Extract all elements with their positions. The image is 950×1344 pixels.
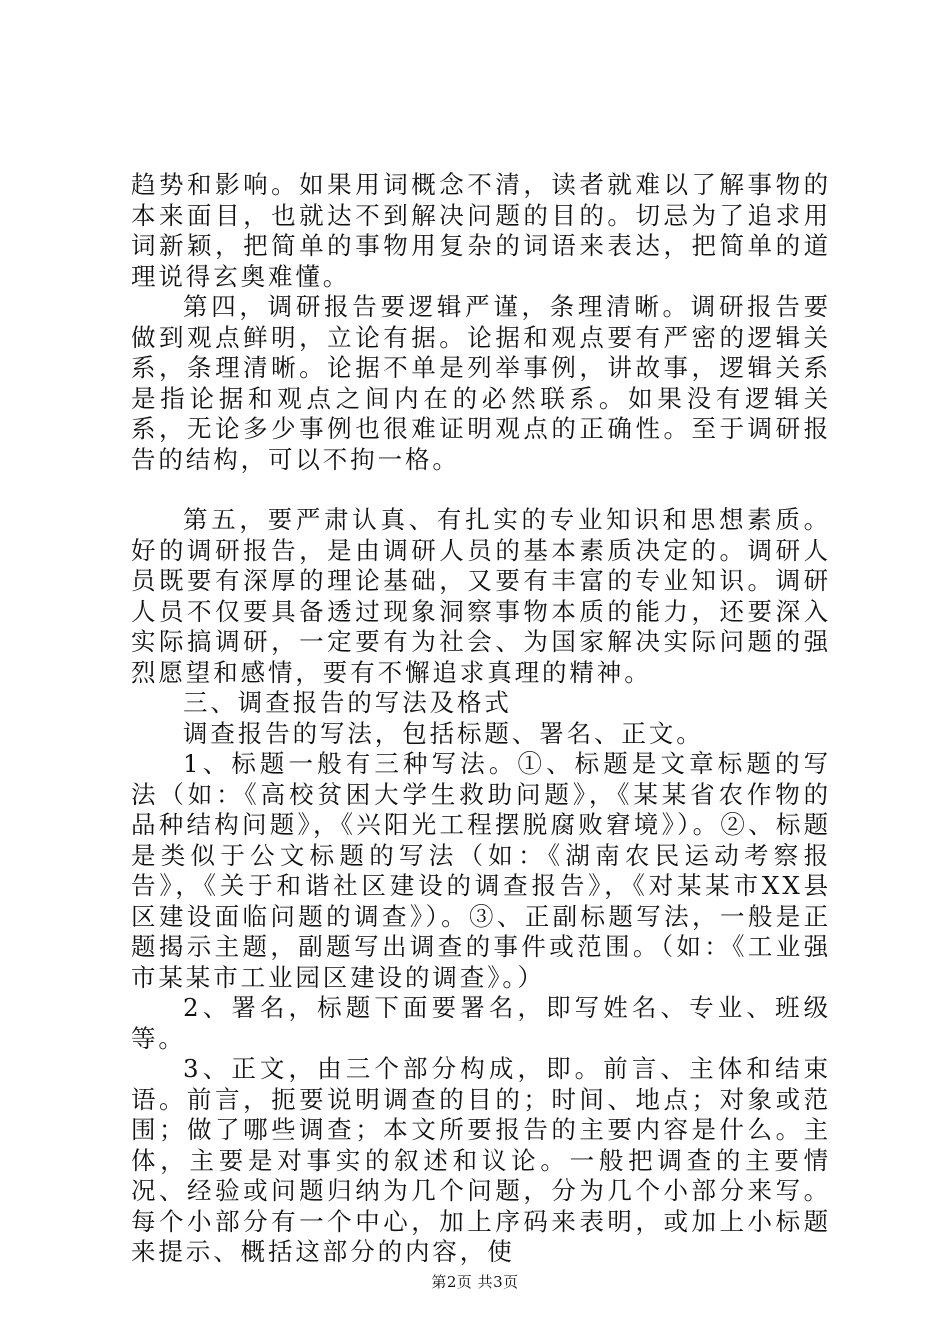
paragraph-main-text: 3、正文，由三个部分构成，即。前言、主体和结束语。前言，扼要说明调查的目的；时间、地点；对象或范围；做了哪些调查；本文所要报告的主要内容是什么。主体，主要是对事实的叙述和议论。一般把调查的主要情况、经验或问题归纳为几个问题，分为几个小部分来写。每个小部分有一个中心，加上序码来表明，或加上小标题来提示、概括这部分的内容，使 [131, 1054, 831, 1266]
paragraph-title-styles: 1、标题一般有三种写法。①、标题是文章标题的写法（如：《高校贫困大学生救助问题》，《某某省农作物的品种结构问题》，《兴阳光工程摆脱腐败窘境》）。②、标题是类似于公文标题的写法（如：《湖南农民运动考察报告》，《关于和谐社区建设的调查报告》，《对某某市XX县区建设面临问题的调查》）。③、正副标题写法，一般是正题揭示主题，副题写出调查的事件或范围。（如：《工业强市某某市工业园区建设的调查》。） [131, 749, 831, 992]
paragraph-point-four: 第四，调研报告要逻辑严谨，条理清晰。调研报告要做到观点鲜明，立论有据。论据和观点要有严密的逻辑关系，条理清晰。论据不单是列举事例，讲故事，逻辑关系是指论据和观点之间内在的必然联系。如果没有逻辑关系，无论多少事例也很难证明观点的正确性。至于调研报告的结构，可以不拘一格。 [131, 292, 831, 474]
page-number: 第2页 共3页 [431, 1273, 519, 1291]
section-heading: 三、调查报告的写法及格式 [183, 688, 512, 717]
paragraph-spacer [131, 475, 831, 505]
paragraph-continuation: 趋势和影响。如果用词概念不清，读者就难以了解事物的本来面目，也就达不到解决问题的目的。切忌为了追求用词新颖，把简单的事物用复杂的词语来表达，把简单的道理说得玄奥难懂。 [131, 170, 831, 291]
paragraph-point-five: 第五，要严肃认真、有扎实的专业知识和思想素质。好的调研报告，是由调研人员的基本素质决定的。调研人员既要有深厚的理论基础，又要有丰富的专业知识。调研人员不仅要具备透过现象洞察事物本质的能力，还要深入实际搞调研，一定要有为社会、为国家解决实际问题的强烈愿望和感情，要有不懈追求真理的精神。 [131, 505, 831, 687]
document-body [131, 170, 831, 1268]
paragraph-signature: 2、署名，标题下面要署名，即写姓名、专业、班级等。 [131, 993, 831, 1053]
paragraph-writing-method: 调查报告的写法，包括标题、署名、正文。 [183, 718, 704, 748]
